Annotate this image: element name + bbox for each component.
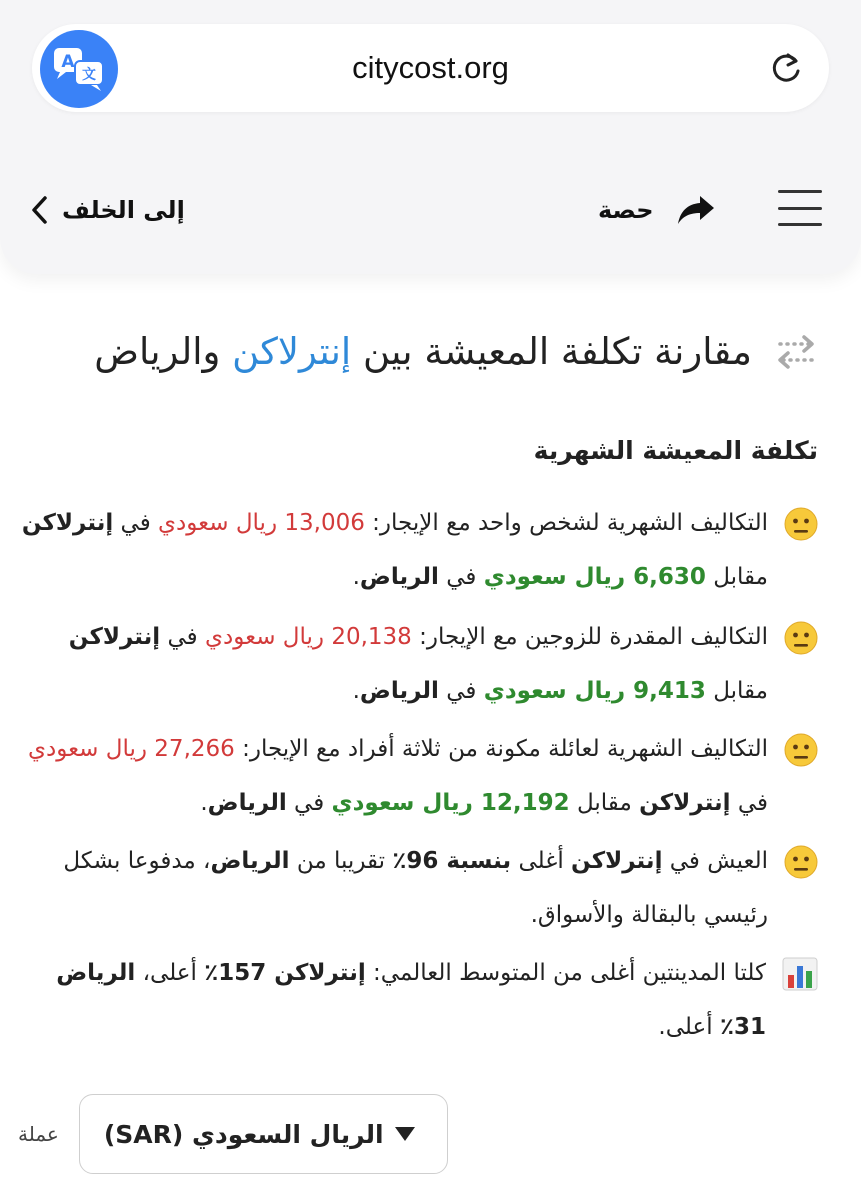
city-interlaken: إنترلاكن	[21, 510, 114, 536]
city-interlaken: إنترلاكن	[571, 848, 663, 874]
reload-button[interactable]	[767, 48, 807, 88]
back-button[interactable]	[30, 188, 185, 232]
value-riyadh: 12,192 ريال سعودي	[331, 790, 570, 816]
toolbar	[0, 180, 861, 240]
riyadh-vs-world: الرياض 31٪	[56, 960, 766, 1040]
cost-item-difference: العيش في إنترلاكن أغلى بنسبة 96٪ تقريبا من الرياض، مدفوعا بشكل رئيسي بالبقالة والأسواق.	[18, 834, 818, 942]
svg-text:文: 文	[82, 67, 96, 83]
chevron-left-icon	[30, 195, 48, 225]
city-riyadh: الرياض	[359, 678, 439, 704]
neutral-face-icon	[784, 621, 818, 675]
value-riyadh: 9,413 ريال سعودي	[483, 678, 706, 704]
interlaken-vs-world: إنترلاكن 157٪	[204, 960, 366, 986]
page-title	[18, 330, 818, 373]
value-riyadh: 6,630 ريال سعودي	[483, 564, 706, 590]
neutral-face-icon	[784, 507, 818, 561]
city-riyadh: الرياض	[359, 564, 439, 590]
reload-icon	[770, 51, 804, 85]
section-title: تكلفة المعيشة الشهرية	[533, 436, 818, 465]
currency-select[interactable]	[79, 1094, 448, 1174]
cost-item-family: التكاليف الشهرية لعائلة مكونة من ثلاثة أفراد مع الإيجار: 27,266 ريال سعودي في إنترلاكن مقابل 12,192 ريال سعودي في الرياض.	[18, 722, 818, 830]
percent-difference: بنسبة 96٪	[392, 848, 512, 874]
url-text: citycost.org	[352, 50, 509, 85]
back-label: إلى الخلف	[62, 196, 185, 224]
neutral-face-icon	[784, 733, 818, 787]
value-interlaken: 13,006 ريال سعودي	[158, 510, 365, 536]
city-link-interlaken[interactable]: إنترلاكن	[232, 330, 352, 373]
city-riyadh: الرياض	[207, 790, 287, 816]
currency-label: عملة	[18, 1122, 59, 1146]
currency-row	[18, 1094, 448, 1174]
swap-arrows-icon	[774, 332, 818, 372]
svg-text:A: A	[61, 52, 75, 72]
neutral-face-icon	[784, 845, 818, 899]
value-interlaken: 20,138 ريال سعودي	[204, 624, 412, 650]
currency-value: الريال السعودي (SAR)	[103, 1119, 384, 1149]
share-label: حصة	[598, 196, 654, 224]
address-bar[interactable]	[32, 24, 829, 112]
cost-item-world-average: كلتا المدينتين أغلى من المتوسط العالمي: إنترلاكن 157٪ أعلى، الرياض 31٪ أعلى.	[18, 946, 818, 1054]
bar-chart-icon	[782, 957, 818, 1011]
hamburger-menu-icon[interactable]	[778, 186, 822, 230]
city-riyadh: الرياض	[210, 848, 290, 874]
value-interlaken: 27,266 ريال سعودي	[27, 736, 235, 762]
city-interlaken: إنترلاكن	[68, 624, 161, 650]
share-arrow-icon	[676, 194, 716, 226]
dropdown-triangle-icon	[393, 1125, 417, 1143]
share-button[interactable]	[598, 188, 716, 232]
cost-item-single: التكاليف الشهرية لشخص واحد مع الإيجار: 13,006 ريال سعودي في إنترلاكن مقابل 6,630 ريال سعودي في الرياض.	[18, 496, 818, 604]
page-title-text: مقارنة تكلفة المعيشة بين إنترلاكن والرياض	[94, 330, 752, 373]
browser-chrome	[0, 0, 861, 274]
cost-item-couple: التكاليف المقدرة للزوجين مع الإيجار: 20,138 ريال سعودي في إنترلاكن مقابل 9,413 ريال سعودي في الرياض.	[18, 610, 818, 718]
city-interlaken: إنترلاكن	[639, 790, 731, 816]
